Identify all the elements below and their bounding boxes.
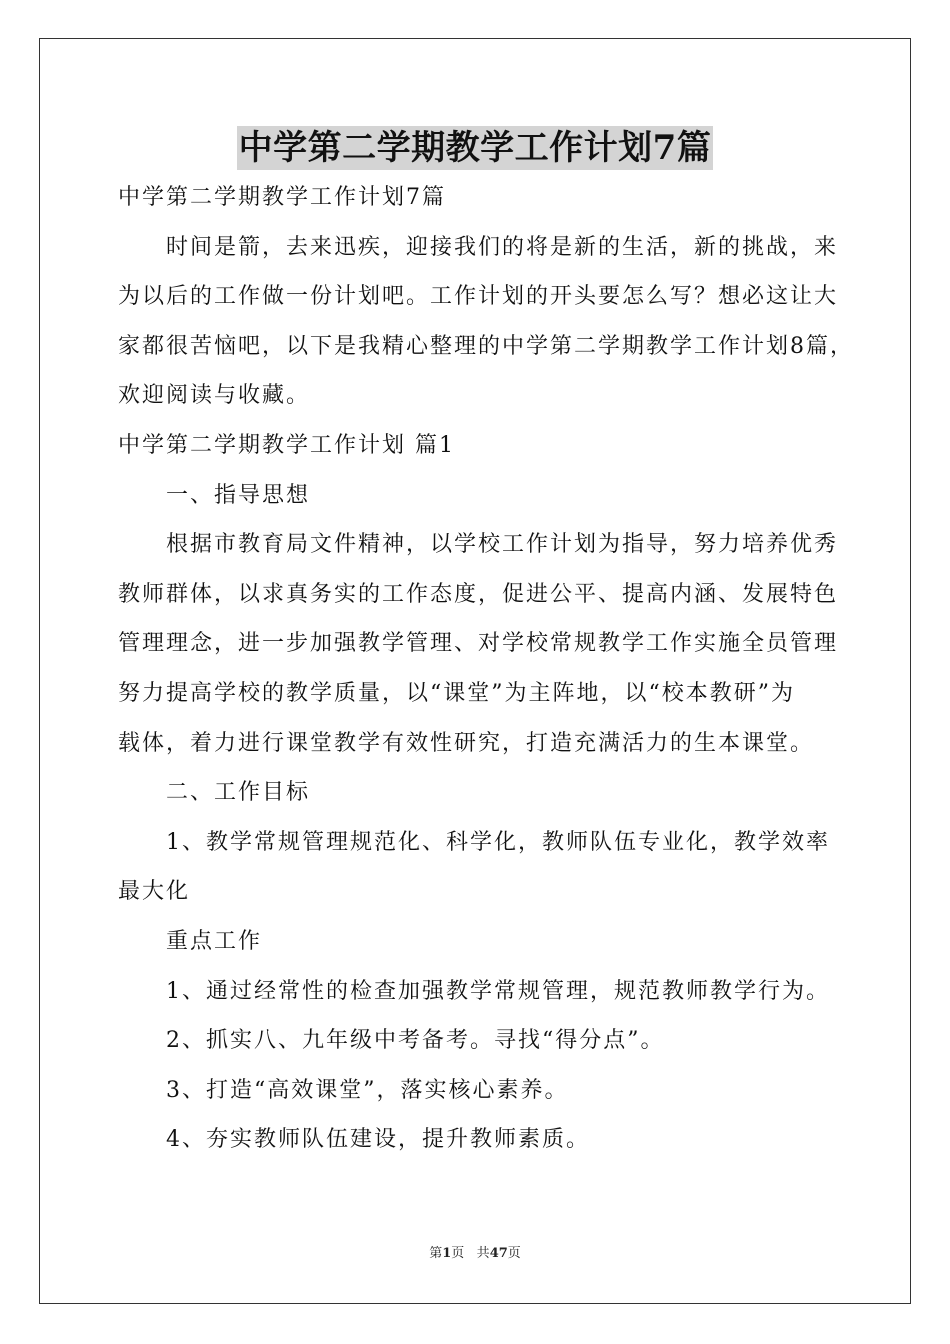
body-line-15: 最大化: [118, 879, 191, 905]
footer-page-suffix: 页: [451, 1246, 465, 1261]
title-container: [0, 126, 950, 170]
subheading-key-work: 重点工作: [166, 928, 263, 954]
body-line-10: 管理理念，进一步加强教学管理、对学校常规教学工作实施全员管理: [118, 631, 839, 657]
body-line-9: 教师群体，以求真务实的工作态度，促进公平、提高内涵、发展特色: [118, 581, 839, 607]
footer-page-prefix: 第: [429, 1246, 443, 1261]
body-line-5: 欢迎阅读与收藏。: [118, 383, 311, 409]
body-line-2: 时间是箭，去来迅疾，迎接我们的将是新的生活，新的挑战，来: [166, 234, 839, 260]
body-line-1: 中学第二学期教学工作计划7篇: [118, 185, 446, 210]
subheading-guiding-ideology: 一、指导思想: [166, 482, 311, 508]
list-item-3: 3、打造“高效课堂”，落实核心素养。: [166, 1077, 569, 1103]
list-item-1: 1、通过经常性的检查加强教学常规管理，规范教师教学行为。: [166, 978, 830, 1004]
footer-total-pages: 47: [489, 1246, 508, 1261]
list-item-4: 4、夯实教师队伍建设，提升教师素质。: [166, 1127, 590, 1153]
document-body: [118, 173, 854, 1165]
body-line-11: 努力提高学校的教学质量，以“课堂”为主阵地，以“校本教研”为: [118, 680, 795, 706]
body-line-4: 家都很苦恼吧，以下是我精心整理的中学第二学期教学工作计划8篇，: [118, 333, 854, 359]
footer-total-suffix: 页: [507, 1246, 521, 1261]
subheading-work-goals: 二、工作目标: [166, 780, 311, 806]
body-line-12: 载体，着力进行课堂教学有效性研究，打造充满活力的生本课堂。: [118, 730, 815, 756]
footer-page-number: 1: [442, 1246, 452, 1261]
page-footer: [0, 1245, 950, 1263]
section-heading: 中学第二学期教学工作计划 篇1: [118, 432, 455, 458]
footer-total-prefix: 共: [476, 1246, 490, 1261]
document-title: 中学第二学期教学工作计划7篇: [238, 128, 712, 168]
body-line-14: 1、教学常规管理规范化、科学化，教师队伍专业化，教学效率: [166, 829, 830, 855]
body-line-8: 根据市教育局文件精神，以学校工作计划为指导，努力培养优秀: [166, 532, 839, 558]
body-line-3: 为以后的工作做一份计划吧。工作计划的开头要怎么写？想必这让大: [118, 284, 839, 310]
list-item-2: 2、抓实八、九年级中考备考。寻找“得分点”。: [166, 1028, 665, 1054]
